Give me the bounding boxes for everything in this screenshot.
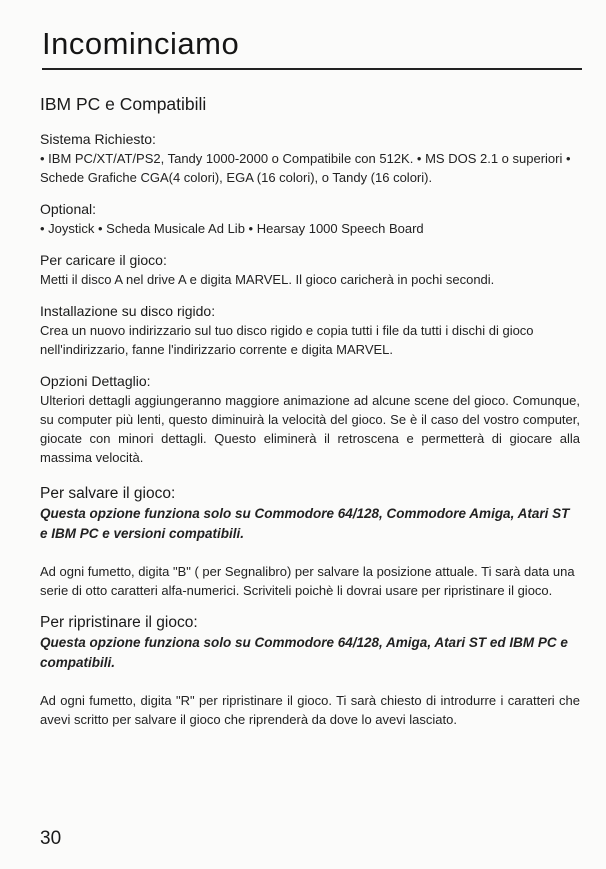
page-header [42,24,582,70]
save-text: Ad ogni fumetto, digita "B" ( per Segnalibro) per salvare la posizione attuale. Ti sarà data una serie di otto caratteri alfa-numerici. Scriviteli poichè li dovrai usare per ripristinare il gioco. [40,564,575,598]
install-text: Crea un nuovo indirizzario sul tuo disco rigido e copia tutti i file da tutti i dischi di gioco nell'indirizzario, fanne l'indirizzario corrente e digita MARVEL. [40,323,534,357]
page-content [40,94,580,743]
detail-text: Ulteriori dettagli aggiungeranno maggiore animazione ad alcune scene del gioco. Comunque, su computer più lenti, questo diminuirà la velocità del gioco. Se è il caso del vostro computer, giocate con minori dettagli. Questo eliminerà il retroscena e permetterà di giocare alla massima velocità. [40,393,580,465]
load-text: Metti il disco A nel drive A e digita MARVEL. Il gioco caricherà in pochi secondi. [40,272,495,287]
restore-note: Questa opzione funziona solo su Commodore 64/128, Amiga, Atari ST ed IBM PC e compatibili. [40,635,568,670]
load-section [40,252,580,289]
restore-heading: Per ripristinare il gioco: [40,614,198,631]
save-heading: Per salvare il gioco: [40,485,176,502]
save-section [40,485,580,600]
system-section [40,131,580,187]
install-section [40,303,580,359]
restore-text: Ad ogni fumetto, digita "R" per ripristinare il gioco. Ti sarà chiesto di introdurre i caratteri che avevi scritto per salvare il gioco che riprenderà da dove lo avevi lasciato. [40,693,580,727]
restore-section [40,614,580,729]
install-heading: Installazione su disco rigido: [40,303,216,319]
system-text: • IBM PC/XT/AT/PS2, Tandy 1000-2000 o Compatibile con 512K. • MS DOS 2.1 o superiori • Schede Grafiche CGA(4 colori), EGA (16 colori), o Tandy (16 colori). [40,151,571,185]
save-note: Questa opzione funziona solo su Commodore 64/128, Commodore Amiga, Atari ST e IBM PC e versioni compatibili. [40,506,570,541]
detail-heading: Opzioni Dettaglio: [40,373,151,389]
page-title: Incominciamo [42,26,240,61]
title-rule [42,68,582,70]
optional-text: • Joystick • Scheda Musicale Ad Lib • Hearsay 1000 Speech Board [40,221,424,236]
load-heading: Per caricare il gioco: [40,252,167,268]
optional-section [40,201,580,238]
system-heading: Sistema Richiesto: [40,131,156,147]
detail-section [40,373,580,467]
platform-heading: IBM PC e Compatibili [40,94,207,114]
page-number: 30 [40,828,62,849]
optional-heading: Optional: [40,201,97,217]
